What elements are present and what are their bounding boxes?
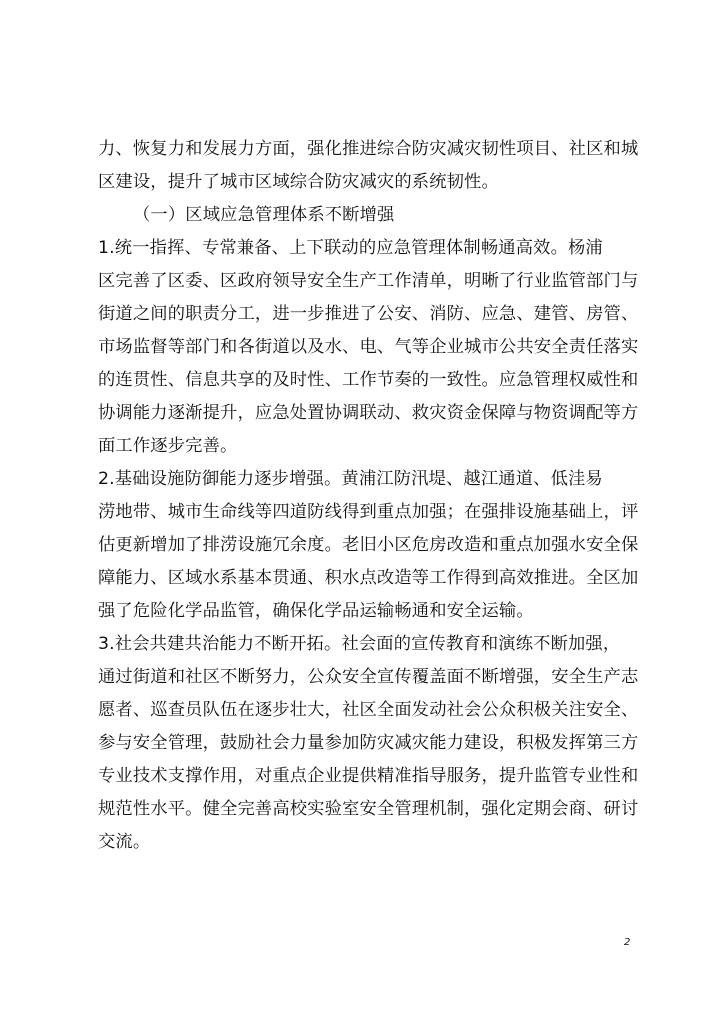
body-text-line: 交流。 (98, 832, 151, 852)
section-heading: （一）区域应急管理体系不断增强 (133, 205, 395, 225)
body-text-line: 协调能力逐渐提升，应急处置协调联动、救灾资金保障与物资调配等方 (98, 403, 639, 423)
body-text-line: 区完善了区委、区政府领导安全生产工作清单，明晰了行业监管部门与 (98, 271, 639, 291)
body-text-line: 专业技术支撑作用，对重点企业提供精准指导服务，提升监管专业性和 (98, 766, 639, 786)
body-text-line: 街道之间的职责分工，进一步推进了公安、消防、应急、建管、房管、 (98, 304, 639, 324)
body-text-line: 区建设，提升了城市区域综合防灾减灾的系统韧性。 (98, 172, 499, 192)
body-text-line: 参与安全管理，鼓励社会力量参加防灾减灾能力建设，积极发挥第三方 (98, 733, 639, 753)
body-text-line: 障能力、区域水系基本贯通、积水点改造等工作得到高效推进。全区加 (98, 568, 639, 588)
body-text-line: 3.社会共建共治能力不断开拓。社会面的宣传教育和演练不断加强， (98, 634, 621, 654)
body-text-line: 的连贯性、信息共享的及时性、工作节奏的一致性。应急管理权威性和 (98, 370, 639, 390)
page-number: 2 (624, 937, 631, 948)
body-text-line: 市场监督等部门和各街道以及水、电、气等企业城市公共安全责任落实 (98, 337, 639, 357)
body-text-line: 面工作逐步完善。 (98, 436, 238, 456)
body-text-line: 力、恢复力和发展力方面，强化推进综合防灾减灾韧性项目、社区和城 (98, 139, 639, 159)
body-text-line: 估更新增加了排涝设施冗余度。老旧小区危房改造和重点加强水安全保 (98, 535, 639, 555)
body-text-line: 强了危险化学品监管，确保化学品运输畅通和安全运输。 (98, 601, 534, 621)
body-text-line: 1.统一指挥、专常兼备、上下联动的应急管理体制畅通高效。杨浦 (98, 238, 603, 258)
body-text-line: 愿者、巡查员队伍在逐步壮大，社区全面发动社会公众积极关注安全、 (98, 700, 639, 720)
body-text-line: 涝地带、城市生命线等四道防线得到重点加强；在强排设施基础上，评 (98, 502, 639, 522)
body-text-line: 通过街道和社区不断努力，公众安全宣传覆盖面不断增强，安全生产志 (98, 667, 639, 687)
body-text-line: 2.基础设施防御能力逐步增强。黄浦江防汛堤、越江通道、低洼易 (98, 469, 603, 489)
body-text-line: 规范性水平。健全完善高校实验室安全管理机制，强化定期会商、研讨 (98, 799, 639, 819)
